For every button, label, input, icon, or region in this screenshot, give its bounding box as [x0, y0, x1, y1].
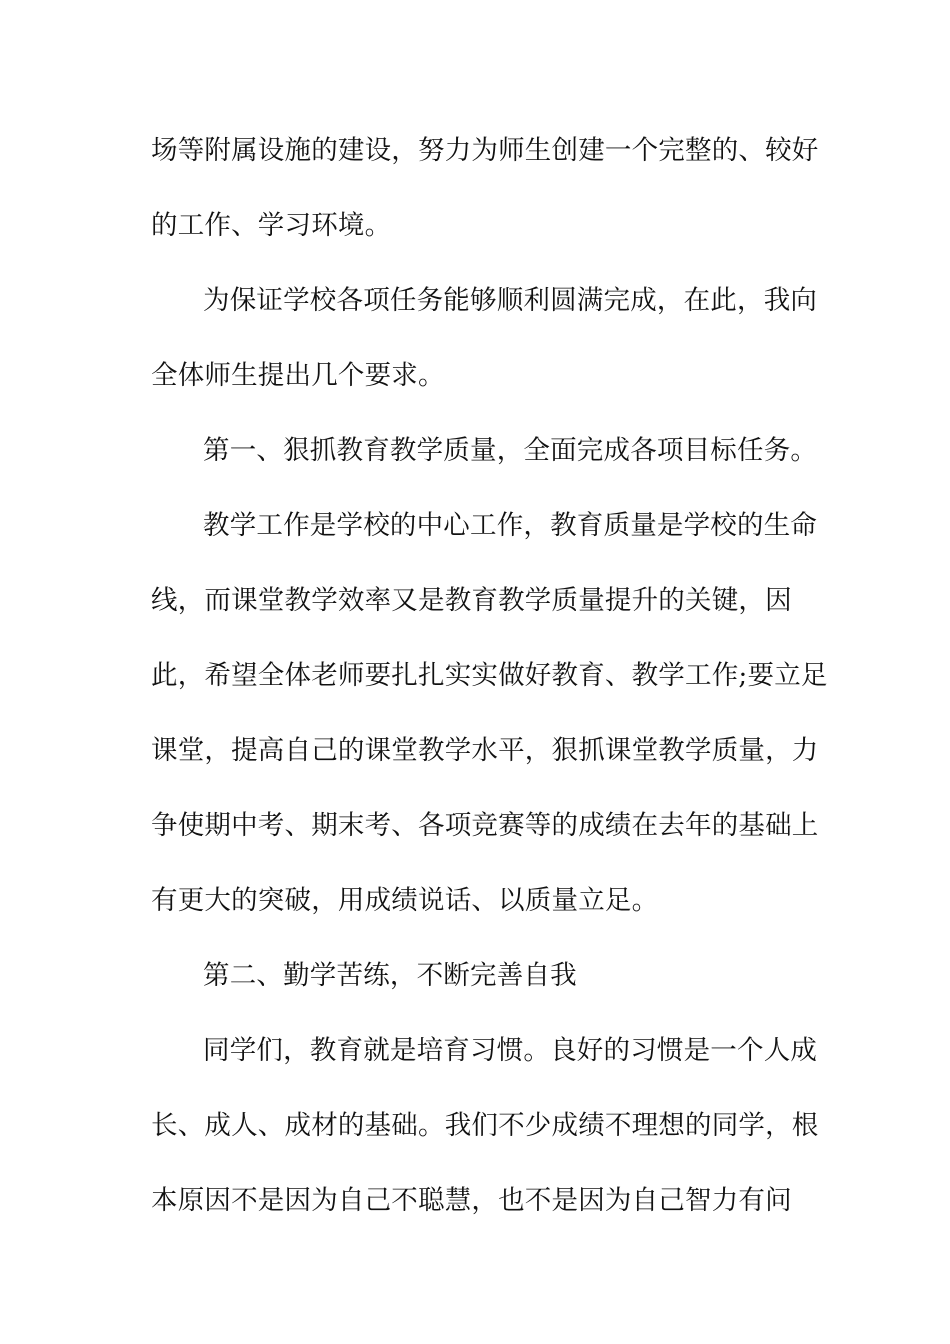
- text-line-12: 第二、勤学苦练，不断完善自我: [203, 960, 577, 991]
- text-line-8: 此，希望全体老师要扎扎实实做好教育、教学工作;要立足: [151, 660, 828, 691]
- text-line-14: 长、成人、成材的基础。我们不少成绩不理想的同学，根: [151, 1110, 819, 1141]
- text-line-7: 线，而课堂教学效率又是教育教学质量提升的关键，因: [151, 585, 792, 616]
- text-line-13: 同学们，教育就是培育习惯。良好的习惯是一个人成: [203, 1035, 818, 1066]
- text-line-3: 为保证学校各项任务能够顺利圆满完成，在此，我向: [203, 285, 818, 316]
- text-line-10: 争使期中考、期末考、各项竞赛等的成绩在去年的基础上: [151, 810, 819, 841]
- text-line-15: 本原因不是因为自己不聪慧，也不是因为自己智力有问: [151, 1185, 792, 1216]
- text-line-9: 课堂，提高自己的课堂教学水平，狠抓课堂教学质量，力: [151, 735, 819, 766]
- text-line-2: 的工作、学习环境。: [151, 210, 392, 241]
- text-line-4: 全体师生提出几个要求。: [151, 360, 445, 391]
- text-line-6: 教学工作是学校的中心工作，教育质量是学校的生命: [203, 510, 818, 541]
- text-line-1: 场等附属设施的建设，努力为师生创建一个完整的、较好: [151, 135, 819, 166]
- text-line-11: 有更大的突破，用成绩说话、以质量立足。: [151, 885, 659, 916]
- text-line-5: 第一、狠抓教育教学质量，全面完成各项目标任务。: [203, 435, 818, 466]
